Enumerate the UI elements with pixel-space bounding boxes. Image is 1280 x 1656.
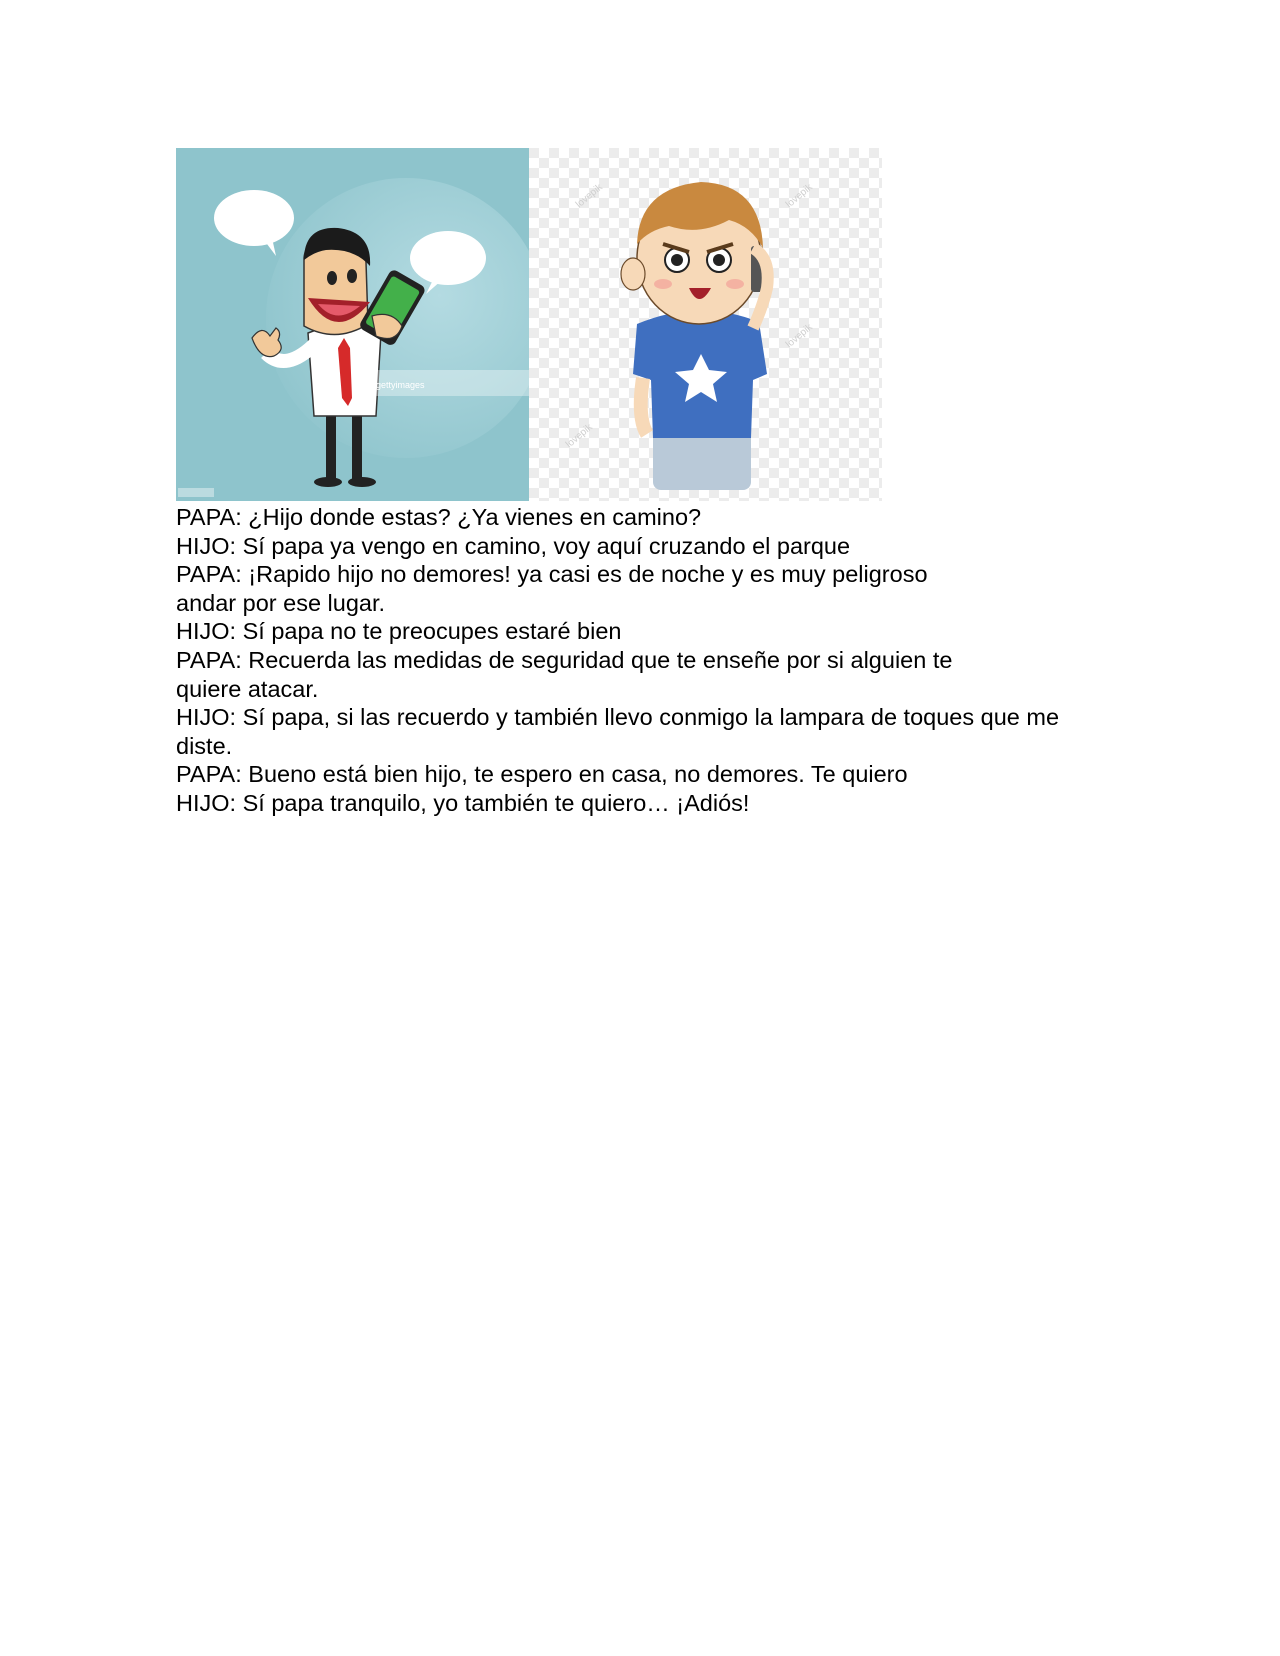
svg-text:lovepik: lovepik (563, 421, 595, 451)
dialogue-line: HIJO: Sí papa tranquilo, yo también te quiero… ¡Adiós! (176, 789, 750, 816)
dialogue-line: HIJO: Sí papa, si las recuerdo y también llevo conmigo la lampara de toques que me diste. (176, 704, 1060, 759)
illustrations-row (176, 148, 882, 501)
boy-on-phone-illustration (529, 148, 882, 501)
dialogue-line: PAPA: ¿Hijo donde estas? ¿Ya vienes en camino? (176, 504, 702, 530)
svg-text:gettyimages: gettyimages (376, 380, 425, 390)
dialogue-line: HIJO: Sí papa no te preocupes estaré bien (176, 618, 622, 645)
dialogue-line: HIJO: Sí papa ya vengo en camino, voy aquí cruzando el parque (176, 532, 851, 559)
dialogue-line: PAPA: Bueno está bien hijo, te espero en casa, no demores. Te quiero (176, 761, 908, 788)
dialogue-line: PAPA: ¡Rapido hijo no demores! ya casi es de noche y es muy peligroso andar por ese lugar. (176, 561, 928, 616)
dialogue (176, 503, 1096, 818)
svg-text:lovepik: lovepik (573, 181, 605, 211)
svg-text:lovepik: lovepik (783, 181, 815, 211)
dialogue-line: PAPA: Recuerda las medidas de seguridad que te enseñe por si alguien te quiere atacar. (176, 646, 953, 702)
father-on-phone-illustration (176, 148, 529, 501)
svg-text:lovepik: lovepik (783, 321, 815, 351)
